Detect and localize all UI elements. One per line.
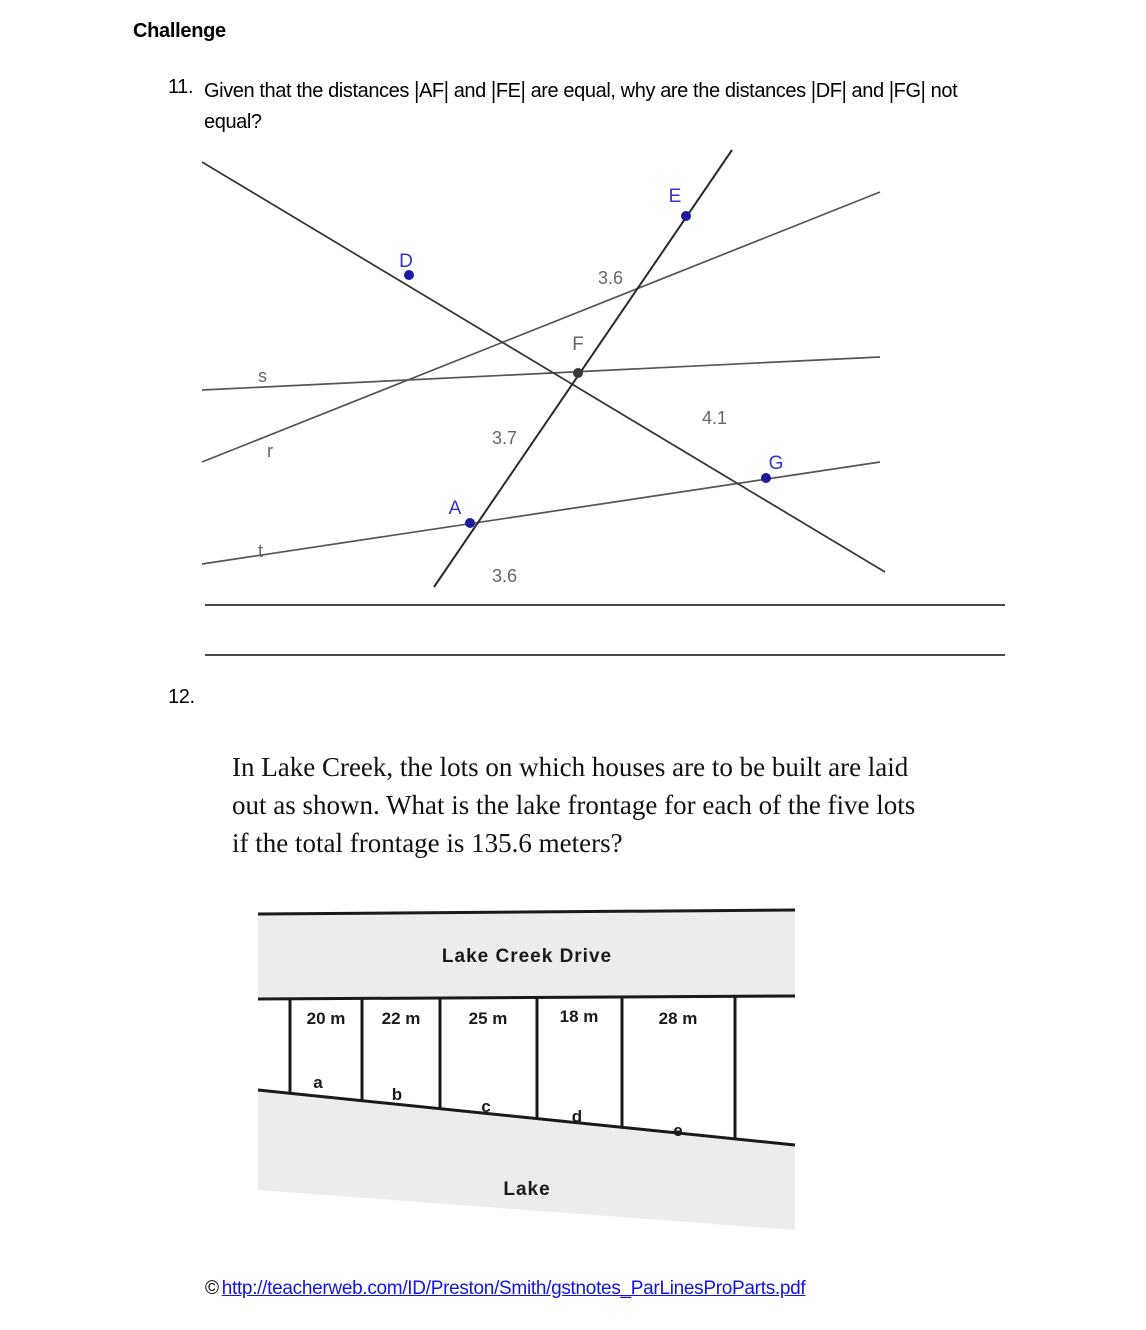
question-11-text [204,76,994,138]
line-label-s: s [258,366,267,386]
source-url-link[interactable]: http://teacherweb.com/ID/Preston/Smith/gstnotes_ParLinesProParts.pdf [221,1278,806,1299]
answer-line-2[interactable] [205,654,1005,656]
point-label-a: A [448,498,462,519]
lot-label-b: b [391,1085,403,1104]
q11-text-part5: not equal? [204,80,958,133]
measurement-fe: 3.6 [598,268,624,288]
lot-width-2: 25 m [468,1009,508,1028]
lot-width-4: 28 m [658,1009,698,1028]
road-label: Lake Creek Drive [441,946,613,967]
lake-label: Lake [503,1179,551,1200]
lake-fill [258,1090,795,1230]
footer-credit [205,1278,805,1300]
segment-df: |DF| [810,78,847,104]
question-12-number: 12. [168,686,195,708]
segment-fg: |FG| [888,78,926,104]
line-through-d-f-g [202,162,885,572]
q11-text-part2: and [453,80,486,102]
line-label-t: t [258,541,264,561]
lake-creek-figure [250,900,810,1245]
point-label-d: D [399,251,413,272]
line-label-r: r [267,441,273,461]
line-r-path [202,192,880,462]
point-a-dot [465,518,475,528]
geometry-figure [180,132,1030,597]
question-11-number: 11. [168,76,194,98]
segment-af: |AF| [414,78,449,104]
point-e-dot [681,211,691,221]
question-12-text: In Lake Creek, the lots on which houses are to be built are laid out as shown. What is the lake frontage for each of the five lots if the total frontage is 135.6 meters? [232,752,916,858]
lot-width-3: 18 m [559,1007,599,1026]
line-s-path [202,357,880,390]
q11-text-part3: are equal, why are the distances [530,80,806,102]
lot-width-1: 22 m [381,1009,421,1028]
lot-label-e: e [673,1121,683,1140]
lot-label-d: d [571,1107,583,1126]
point-f-dot [573,368,583,378]
copyright-icon: © [205,1278,219,1299]
answer-line-1[interactable] [205,604,1005,606]
line-t-path [202,462,880,564]
measurement-df: 3.7 [492,428,518,448]
lot-width-0: 20 m [306,1009,346,1028]
measurement-af: 3.6 [492,566,518,586]
point-label-f: F [572,334,584,355]
measurement-fg: 4.1 [702,408,728,428]
challenge-heading: Challenge [133,20,226,42]
lot-label-a: a [313,1073,323,1092]
q11-text-part1: Given that the distances [204,80,409,102]
lot-label-c: c [481,1097,491,1116]
point-label-g: G [768,453,784,474]
point-label-e: E [668,186,682,207]
point-g-dot [761,473,771,483]
segment-fe: |FE| [491,78,526,104]
q11-text-part4: and [851,80,884,102]
